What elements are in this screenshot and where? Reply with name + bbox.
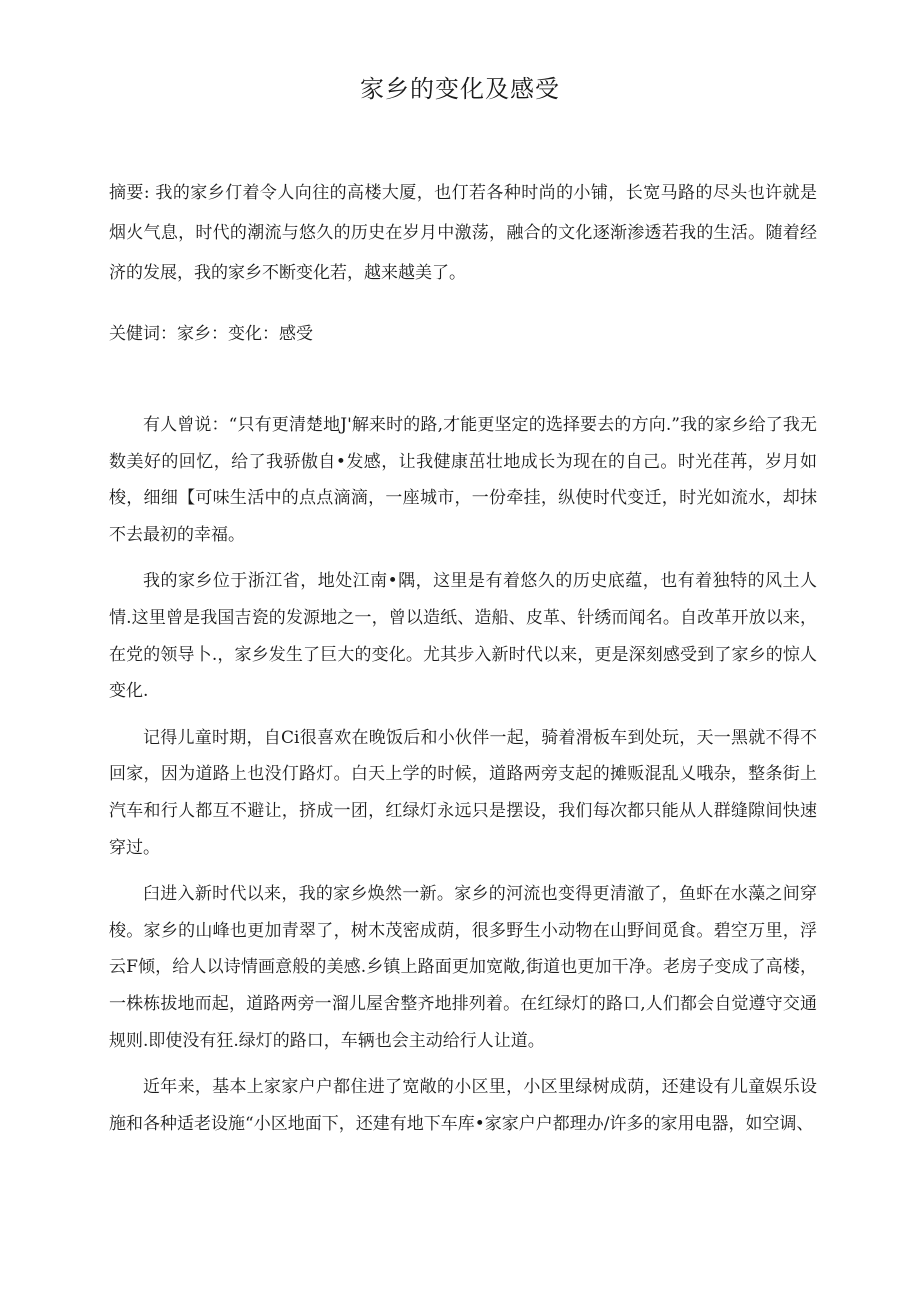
body-paragraph: 记得儿童时期，自Ci很喜欢在晚饭后和小伙伴一起，骑着滑板车到处玩，天一黑就不得不回家，因为道路上也没仃路灯。白天上学的时候，道路两旁支起的摊贩混乱乂哦杂，整条街上汽车和行人都互不避让，挤成一团，红绿灯永远只是摆设，我们每次都只能从人群缝隙间快速穿过。 [109,727,817,858]
document-title: 家乡的变化及感受 [360,75,560,103]
body-paragraph: 我的家乡位于浙江省，地处江南•隅，这里是有着悠久的历史底蕴，也有着独特的风土人情.这里曾是我国吉瓷的发源地之一，曾以造纸、造船、皮革、针绣而闻名。自改革开放以来，在党的领导卜.，家乡发生了巨大的变化。尤其步入新时代以来，更是深刻感受到了家乡的惊人变化. [109,571,817,702]
keywords-line: 关健词：家乡：变化：感受 [109,324,313,344]
body-paragraph: 臼进入新时代以来，我的家乡焕然一新。家乡的河流也变得更清澈了，鱼虾在水藻之间穿梭。家乡的山峰也更加青翠了，树木茂密成荫，很多野生小动物在山野间觅食。碧空万里，浮云F倾，给人以诗情画意般的美感.乡镇上路面更加宽敞,街道也更加干净。老房子变成了高楼，一株栋拔地而起，道路两旁一溜儿屋舍整齐地排列着。在红绿灯的路口,人们都会自觉遵守交通规则.即使没有狂.绿灯的路口，车辆也会主动给行人让道。 [109,884,817,1051]
abstract-paragraph: 摘要: 我的家乡仃着令人向往的高楼大厦，也仃若各种时尚的小铺，长宽马路的尽头也许就是烟火气息，时代的潮流与悠久的历史在岁月中激荡，融合的文化逐渐渗透若我的生活。随着经济的发展，我的家乡不断变化若，越来越美了。 [109,183,817,283]
body-paragraph: 有人曾说：“只有更清楚地J'解来时的路,才能更坚定的选择要去的方向.”我的家乡给了我无数美好的回忆，给了我骄傲自•发感，让我健康茁壮地成长为现在的自己。时光荏苒，岁月如梭，细细【可味生活中的点点滴滴，一座城市，一份牵挂，纵使时代变迁，时光如流水，却抹不去最初的幸福。 [109,415,817,545]
body-paragraph: 近年来，基本上家家户户都住进了宽敞的小区里，小区里绿树成荫，还建设有儿童娱乐设施和各种适老设施“小区地面下，还建有地下车库•家家户户都理办/许多的家用电器，如空调、 [109,1077,817,1134]
body-text [109,407,817,1152]
